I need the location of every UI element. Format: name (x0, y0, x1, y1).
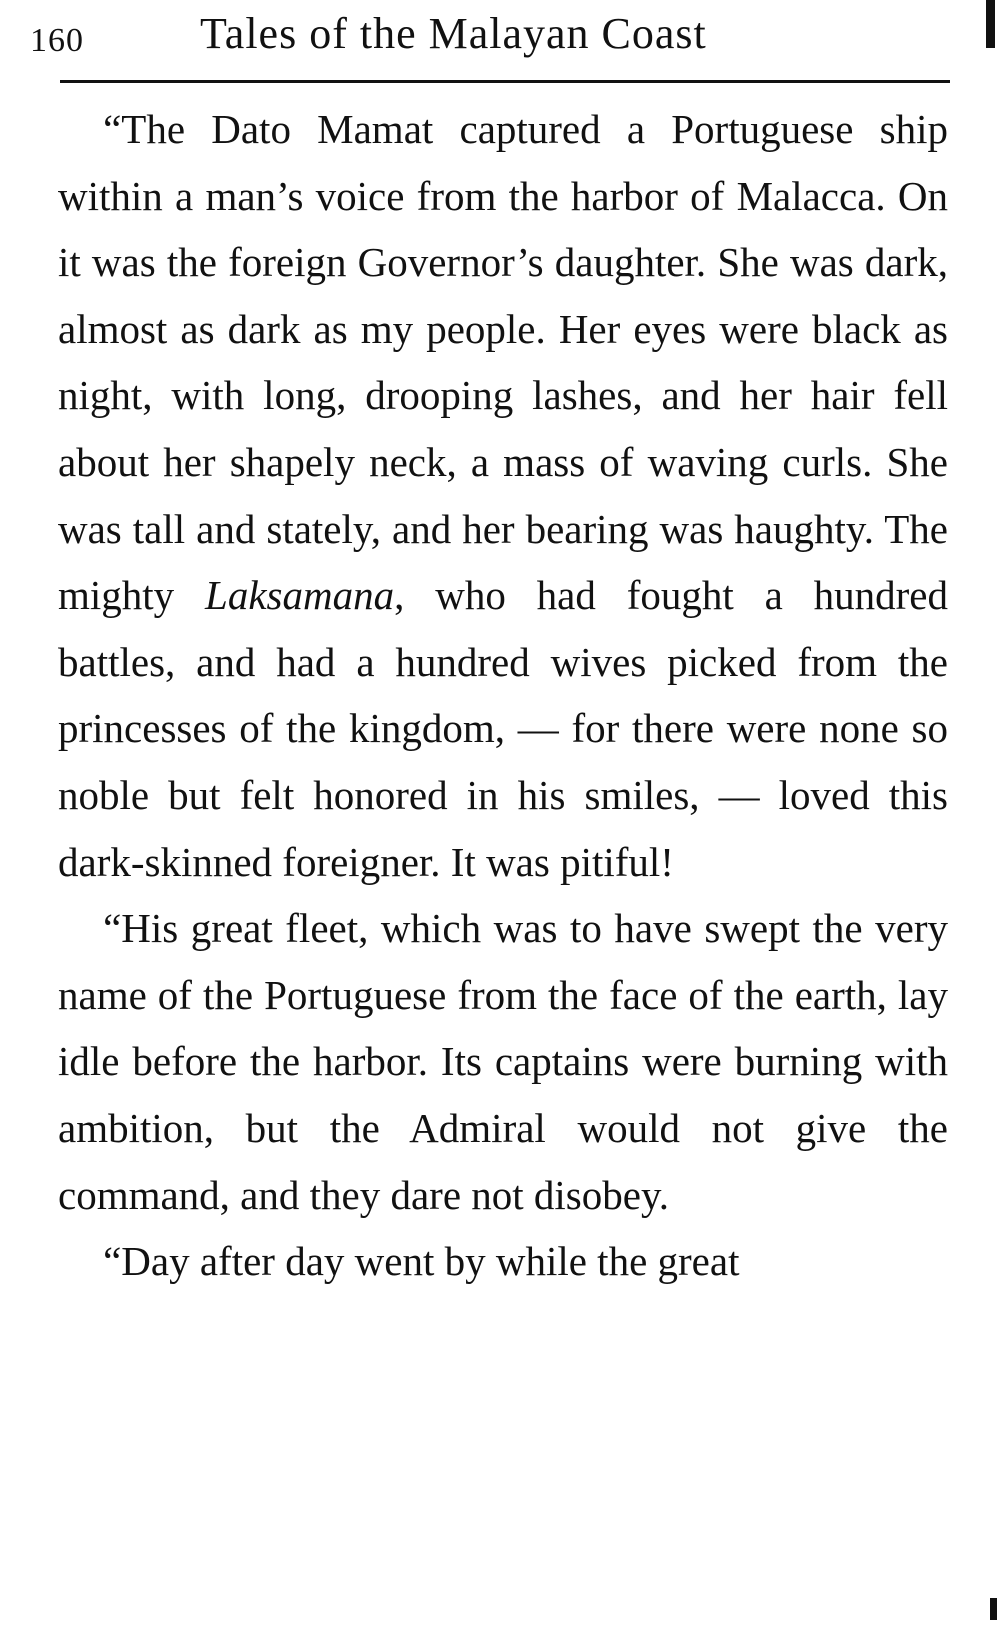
page-edge-mark (986, 0, 995, 48)
header-rule (60, 80, 950, 83)
paragraph (58, 96, 948, 895)
page-number: 160 (30, 22, 84, 59)
paragraph-text: “The Dato Mamat captured a Portuguese ship within a man’s voice from the harbor of Malacca. On it was the foreign Governor’s daughter. She was dark, almost as dark as my people. Her eyes were black as night, with long, drooping lashes, and her hair fell about her shapely neck, a mass of waving curls. She was tall and stately, and her bearing was haughty. The mighty (58, 106, 948, 619)
paragraph-text: , who had fought a hundred battles, and had a hundred wives picked from the princesses of the kingdom, — for there were none so noble but felt honored in his smiles, — loved this dark-skinned foreigner. It was pitiful! (58, 572, 948, 885)
running-header (30, 8, 950, 68)
paragraph-text: “His great fleet, which was to have swept the very name of the Portuguese from the face of the earth, lay idle before the harbor. Its captains were burning with ambition, but the Admiral would not give the command, and they dare not disobey. (58, 905, 948, 1218)
body-text (58, 96, 948, 1295)
paragraph-text: “Day after day went by while the great (103, 1238, 740, 1285)
paragraph (58, 895, 948, 1228)
paragraph (58, 1228, 948, 1295)
italic-term: Laksamana (205, 572, 395, 619)
page-edge-mark (990, 1598, 997, 1620)
running-title: Tales of the Malayan Coast (200, 9, 707, 58)
